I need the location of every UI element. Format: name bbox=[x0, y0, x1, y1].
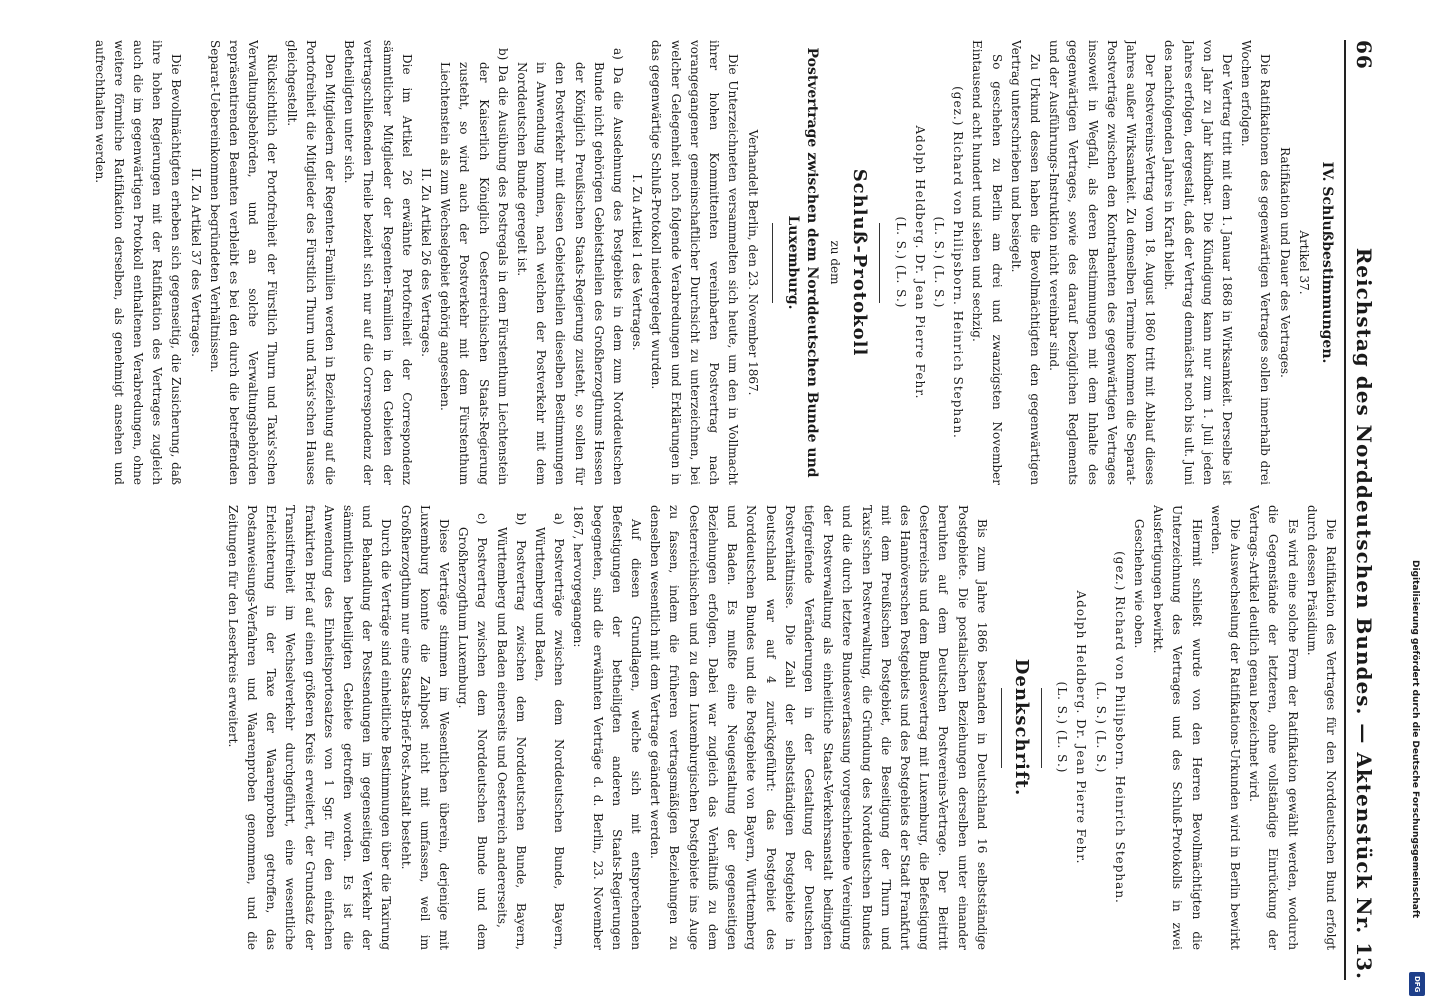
protocol-subtitle: Postvertrage zwischen dem Norddeutschen Bunde und Luxemburg. bbox=[784, 47, 820, 478]
divider bbox=[772, 223, 773, 303]
paragraph: Diese Verträge stimmen im Wesentlichen überein, derjenige mit Luxemburg konnte die Zahlpost nicht mit umfassen, weil im Großherzogthum nur eine Staats-Brief-Post-Anstalt besteht. bbox=[398, 505, 452, 950]
paragraph: Geschehen wie oben. bbox=[1131, 519, 1146, 649]
paragraph: Durch die Verträge sind einheitliche Bestimmungen über die Taxirung und Behandlung der Postsendungen im gegenseitigen Verkehr der sämmtlichen betheiligten Gebiete getroffen worden. Es ist die Anwendung des Einheitsportosatzes von 1 Sgr. für den einfachen frankirten Brief auf einen größeren Kreis erweitert, der Grundsatz der Transitfreiheit im Wechselverkehr durchgeführt, eine wesentliche Erleichterung in der Taxe der Waarenproben getroffen, das Postanweisungs-Verfahren und Waarenproben genommen, und die Zeitungen für den Leserkreis erweitert. bbox=[225, 505, 394, 950]
protocol-subtitle: zu dem bbox=[828, 240, 843, 285]
divider bbox=[879, 223, 880, 303]
paragraph: Zu Urkund dessen haben die Bevollmächtigten den gegenwärtigen Vertrag unterschrieben und besiegelt. bbox=[1008, 40, 1042, 485]
paragraph: Die Ratifikationen des gegenwärtigen Vertrages sollen innerhalb drei Wochen erfolgen. bbox=[1239, 40, 1273, 485]
running-header bbox=[1344, 40, 1394, 980]
signature-line: (gez.) Richard von Philipsborn. Heinrich Stephan. bbox=[1112, 551, 1127, 904]
section-title: IV. Schlußbestimmungen. bbox=[1319, 161, 1335, 364]
paragraph: Hiermit schließt wurde von den Herren Bevollmächtigten die Unterzeichnung des Vertrages und des Schluß-Protokolls in zwei Ausfertigungen bewirkt. bbox=[1151, 505, 1204, 950]
paragraph: Rücksichtlich der Portofreiheit der Fürstlich Thurn und Taxis'schen Verwaltungsbehörden, und an solche Verwaltungsbehörden repräsentirenden Beamten verbleibt es bei den durch die betreffenden Separat-Uebereinkommen begründeten Verhältnissen. bbox=[207, 40, 280, 485]
paragraph: Die Ratifikation des Vertrages für den Norddeutschen Bund erfolgt durch dessen Präsidium. bbox=[1304, 505, 1338, 950]
protocol-section-heading: I. Zu Artikel 1 des Vertrages. bbox=[630, 174, 645, 351]
article-subject: Ratifikation und Dauer des Vertrages. bbox=[1277, 147, 1292, 378]
digitization-note: Digitalisierung gefördert durch die Deutsche Forschungsgemeinschaft bbox=[1410, 560, 1420, 919]
signature-line: Adolph Heldberg. Dr. Jean Pierre Fehr. bbox=[912, 125, 927, 400]
right-column bbox=[40, 505, 1340, 950]
seal-line: (L. S.) (L. S.) bbox=[1093, 681, 1108, 774]
protocol-title: Schluß-Protokoll bbox=[849, 168, 871, 357]
paragraph: Die im Artikel 26 erwähnte Portofreiheit der Correspondenz sämmtlicher Mitglieder der Regenten-Familien in den Gebieten der vertragschließenden Theile bezieht sich nur auf die Correspondenz der Betheiligten unter sich. bbox=[342, 40, 414, 485]
list-item: b) Postvertrag zwischen dem Norddeutschen Bunde, Bayern, Württemberg und Baden einerseits und Oesterreich andererseits, bbox=[494, 513, 528, 950]
protocol-item: b) Da die Ausübung des Postregals in dem Fürstenthum Liechtenstein der Kaiserlich Königlich Oesterreichischen Staats-Regierung zusteht, so wird auch der Postverkehr mit dem Fürstenthum Liechtenstein als zum Wechselgebiet gehörig angesehen. bbox=[438, 48, 510, 485]
paragraph: Es wird eine solche Form der Ratifikation gewählt werden, wodurch die Gegenstände der letzteren, ohne vollständige Einrückung der Vertrags-Artikel deutlich genau bezeichnet wird. bbox=[1247, 505, 1300, 950]
paragraph: Die Bevollmächtigten erheben sich gegenseitig, die Zusicherung, daß ihre hohen Regierungen mit der Ratifikation des Vertrages zugleich auch die im gegenwärtigen Protokoll enthaltenen Verabredungen, ohne weitere förmliche Ratifikation derselben, als genehmigt ansehen und aufrechthalten werden. bbox=[92, 40, 184, 485]
paragraph: Die Unterzeichneten versammelten sich heute, um den in Vollmacht ihrer hohen Kommittenten vereinbarten Postvertrag nach vorangegangener gemeinschaftlicher Durchsicht zu unterzeichnen, bei welcher Gelegenheit noch folgende Verabredungen und Erklärungen in das gegenwärtige Schluß-Protokoll niedergelegt wurden. bbox=[649, 40, 741, 485]
paragraph: So geschehen zu Berlin am drei und zwanzigsten November Eintausend acht hundert und sieben und sechzig. bbox=[970, 40, 1004, 485]
paragraph: Der Vertrag tritt mit dem 1. Januar 1868 in Wirksamkeit. Derselbe ist von Jahr zu Jahr kündbar. Die Kündigung kann nur zum 1. Juli jeden Jahres erfolgen, dergestalt, daß der Vertrag demnächst noch bis ult. Juni des nachfolgenden Jahres in Kraft bleibt. bbox=[1162, 40, 1234, 485]
list-item: a) Postverträge zwischen dem Norddeutschen Bunde, Bayern, Württemberg und Baden, bbox=[533, 513, 567, 950]
dfg-logo: DFG bbox=[1409, 972, 1425, 996]
page-number: 66 bbox=[1352, 40, 1376, 70]
paragraph: Die Auswechselung der Ratifikations-Urkunden wird in Berlin bewirkt werden. bbox=[1208, 505, 1242, 950]
left-column bbox=[40, 40, 1340, 485]
running-title: Reichstag des Norddeutschen Bundes. — Aktenstück Nr. 13. bbox=[1352, 247, 1376, 980]
seal-line: (L. S.) (L. S.) bbox=[931, 216, 946, 309]
protocol-section-heading: II. Zu Artikel 37 des Vertrages. bbox=[188, 168, 203, 357]
signature-line: Adolph Heldberg. Dr. Jean Pierre Fehr. bbox=[1074, 590, 1089, 865]
divider bbox=[1001, 688, 1002, 768]
signature-line: (gez.) Richard von Philipsborn. Heinrich Stephan. bbox=[951, 86, 966, 439]
paragraph: Bis zum Jahre 1866 bestanden in Deutschland 16 selbstständige Postgebiete. Die postalischen Beziehungen derselben unter einander beruhten auf dem Deutschen Postvereins-Vertrage. Der Beitritt Oesterreichs und dem Bundesvertrag mit Luxemburg, die Befestigung des Hannöverschen Postgebiets und des Postgebiets der Stadt Frankfurt mit dem Preußischen Postgebiet, die Beseitigung der Thurn und Taxis'schen Postverwaltung, die Gründung des Norddeutschen Bundes und die durch letztere Bundesverfassung vorgeschriebene Vereinigung der Postverwaltung als einheitliche Staats-Verkehrsanstalt bedingten tiefgreifende Veränderungen in der Gestaltung der Deutschen Postverhältnisse. Die Zahl der selbstständigen Postgebiete in Deutschland war auf 4 zurückgeführt: das Postgebiet des Norddeutschen Bundes und die Postgebiete von Bayern, Württemberg und Baden. Es mußte eine Neugestaltung der gegenseitigen Beziehungen erfolgen. Dabei war zugleich das Verhältniß zu dem Oesterreichischen und zu dem Luxemburgischen Postgebiete ins Auge zu fassen, indem die früheren vertragsmäßigen Beziehungen zu denselben wesentlich mit dem Vertrage geändert werden. bbox=[648, 505, 989, 950]
seal-line: (L. S.) (L. S.) bbox=[893, 216, 908, 309]
paragraph: Den Mitgliedern der Regenten-Familien werden in Beziehung auf die Portofreiheit die Mitglieder des Fürstlich Thurn und Taxis'schen Hauses gleichgestellt. bbox=[284, 40, 338, 485]
seal-line: (L. S.) (L. S.) bbox=[1055, 681, 1070, 774]
digitization-footer bbox=[1405, 560, 1427, 1000]
paragraph: Der Postvereins-Vertrag vom 18. August 1860 tritt mit Ablauf dieses Jahres außer Wirksamkeit. Zu demselben Termine kommen die Separat-Postverträge zwischen den Kontrahenten des gegenwärtigen Vertrages insoweit in Wegfall, als deren Bestimmungen mit dem Inhalte des gegenwärtigen Vertrages, sowie des darauf bezüglichen Reglements und der Ausführungs-Instruktion nicht vereinbar sind. bbox=[1047, 40, 1158, 485]
protocol-section-heading: II. Zu Artikel 26 des Vertrages. bbox=[419, 168, 434, 357]
denkschrift-title: Denkschrift. bbox=[1010, 658, 1032, 797]
article-heading: Artikel 37. bbox=[1296, 230, 1311, 295]
list-item: c) Postvertrag zwischen dem Norddeutschen Bunde und dem Großherzogthum Luxemburg. bbox=[456, 513, 490, 950]
protocol-item: a) Da die Ausdehnung des Postgebiets in dem zum Norddeutschen Bunde nicht gehörigen Gebietstheilen des Großherzogthums Hessen der Königlich Preußischen Staats-Regierung zusteht, so sollen für den Postverkehr mit diesen Gebietstheilen dieselben Bestimmungen in Anwendung kommen, nach welchen der Postverkehr mit dem Norddeutschen Bunde geregelt ist. bbox=[515, 48, 626, 485]
protocol-place-date: Verhandelt Berlin, den 23. November 1867. bbox=[745, 129, 760, 396]
paragraph: Auf diesen Grundlagen, welche sich mit entsprechenden Befestigungen der betheiligten anderen Staats-Regierungen begegneten, sind die erwähnten Verträge d. d. Berlin, 23. November 1867, hervorgegangen: bbox=[571, 505, 644, 950]
divider bbox=[1041, 688, 1042, 768]
